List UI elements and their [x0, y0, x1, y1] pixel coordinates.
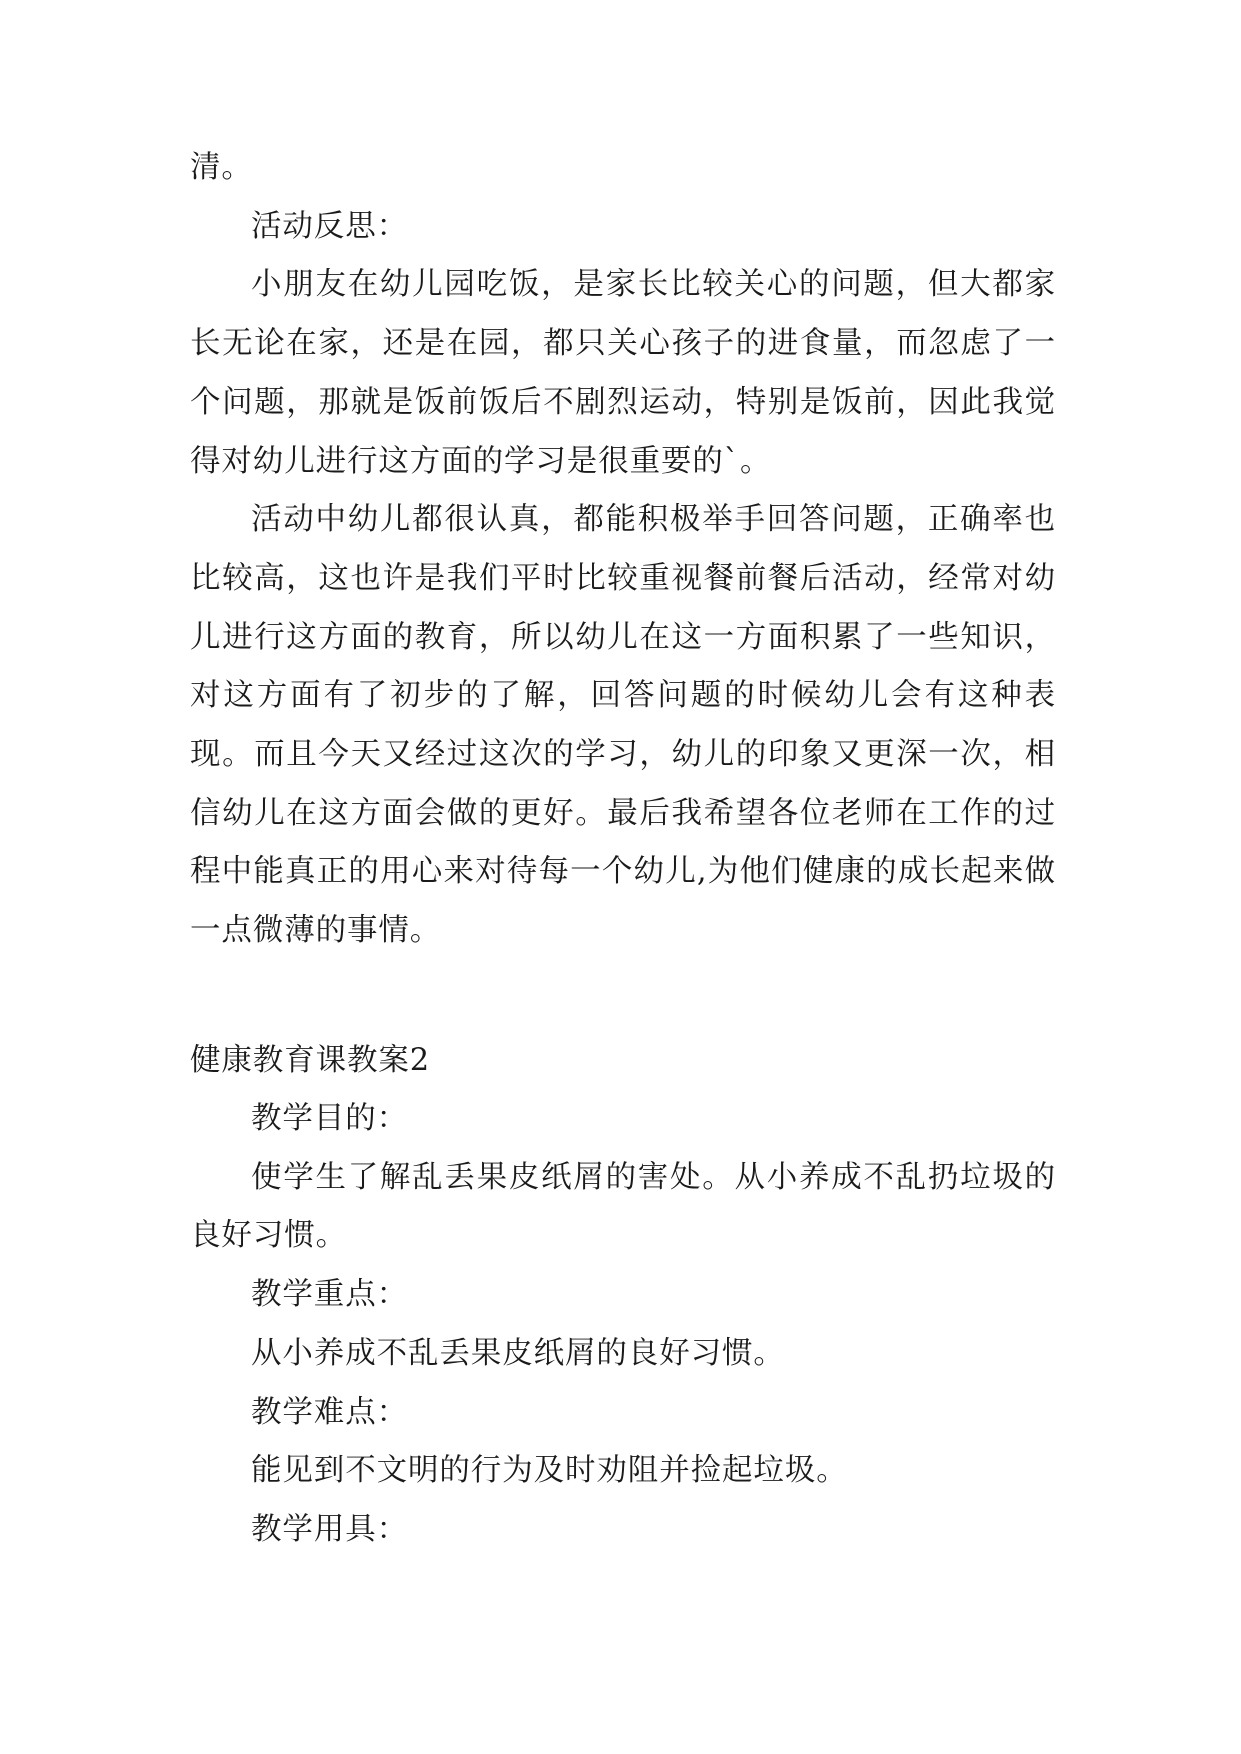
- section-activity-reflection: [190, 139, 1056, 961]
- reflection-label: 活动反思：: [251, 208, 408, 244]
- continuation-text: 清。: [190, 150, 253, 185]
- lesson-plan-title: 健康教育课教案2: [190, 1043, 431, 1078]
- key-point-text: 从小养成不乱丢果皮纸屑的良好习惯。: [251, 1335, 785, 1371]
- objective-label: 教学目的：: [251, 1101, 408, 1136]
- key-point-label: 教学重点：: [251, 1277, 408, 1313]
- reflection-paragraph-2: 活动中幼儿都很认真，都能积极举手回答问题，正确率也比较高，这也许是我们平时比较重视餐前餐后活动，经常对幼儿进行这方面的教育，所以幼儿在这一方面积累了一些知识，对这方面有了初步的了解，回答问题的时候幼儿会有这种表现。而且今天又经过这次的学习，幼儿的印象又更深一次，相信幼儿在这方面会做的更好。最后我希望各位老师在工作的过程中能真正的用心来对待每一个幼儿,为他们健康的成长起来做一点微薄的事情。: [190, 502, 1056, 949]
- section-lesson-plan-2: [190, 1090, 1056, 1560]
- difficulty-label: 教学难点：: [251, 1394, 408, 1430]
- tools-label: 教学用具：: [251, 1511, 408, 1547]
- reflection-paragraph-1: 小朋友在幼儿园吃饭，是家长比较关心的问题，但大都家长无论在家，还是在园，都只关心孩子的进食量，而忽虑了一个问题，那就是饭前饭后不剧烈运动，特别是饭前，因此我觉得对幼儿进行这方面的学习是很重要的`。: [190, 267, 1056, 479]
- objective-text: 使学生了解乱丢果皮纸屑的害处。从小养成不乱扔垃圾的良好习惯。: [190, 1159, 1056, 1254]
- difficulty-text: 能见到不文明的行为及时劝阻并捡起垃圾。: [251, 1453, 848, 1489]
